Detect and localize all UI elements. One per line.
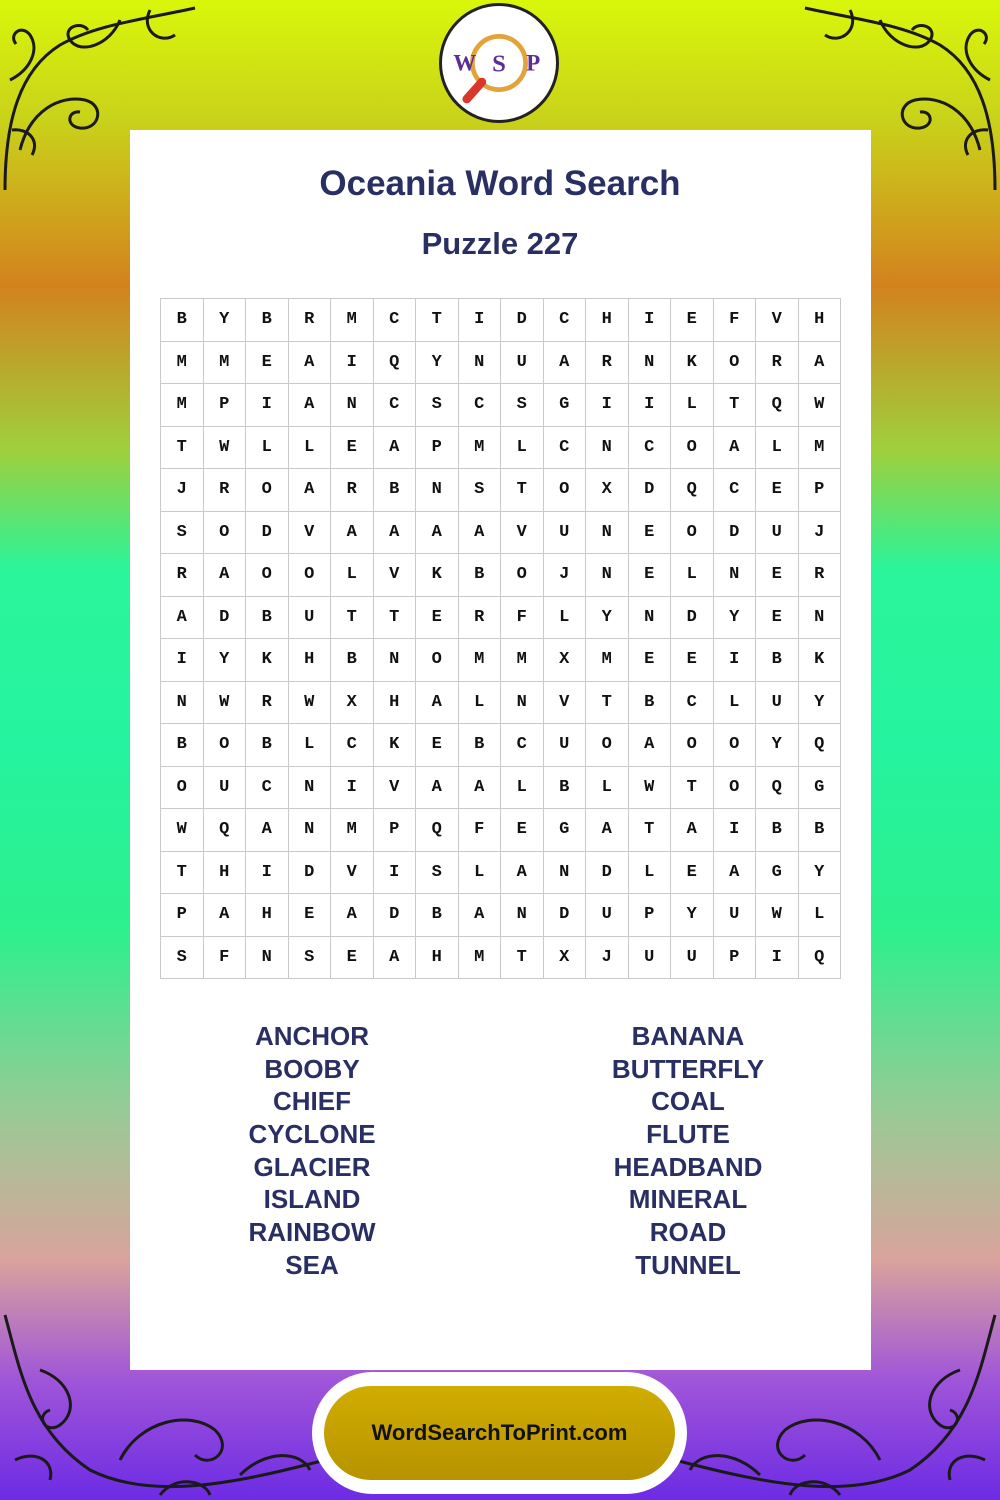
grid-cell[interactable]: E [289, 894, 332, 937]
grid-cell[interactable]: P [161, 894, 204, 937]
grid-cell[interactable]: U [629, 937, 672, 980]
grid-cell[interactable]: M [331, 299, 374, 342]
grid-cell[interactable]: D [289, 852, 332, 895]
grid-cell[interactable]: N [289, 767, 332, 810]
grid-cell[interactable]: B [246, 724, 289, 767]
grid-cell[interactable]: M [501, 639, 544, 682]
grid-cell[interactable]: N [586, 512, 629, 555]
grid-cell[interactable]: A [204, 554, 247, 597]
grid-cell[interactable]: N [799, 597, 842, 640]
grid-cell[interactable]: R [289, 299, 332, 342]
grid-cell[interactable]: C [629, 427, 672, 470]
footer-pill [312, 1372, 687, 1494]
grid-cell[interactable]: A [799, 342, 842, 385]
word-item: FLUTE [646, 1119, 730, 1150]
grid-cell[interactable]: N [246, 937, 289, 980]
grid-cell[interactable]: C [459, 384, 502, 427]
grid-cell[interactable]: J [161, 469, 204, 512]
grid-cell[interactable]: L [289, 724, 332, 767]
grid-cell[interactable]: R [459, 597, 502, 640]
grid-cell[interactable]: O [204, 724, 247, 767]
word-item: RAINBOW [248, 1217, 376, 1248]
grid-cell[interactable]: U [756, 512, 799, 555]
grid-cell[interactable]: O [289, 554, 332, 597]
grid-cell[interactable]: L [671, 384, 714, 427]
grid-cell[interactable]: C [671, 682, 714, 725]
grid-cell[interactable]: I [629, 384, 672, 427]
grid-cell[interactable]: U [544, 724, 587, 767]
logo-letter-w: W [453, 50, 477, 76]
grid-cell[interactable]: F [459, 809, 502, 852]
grid-cell[interactable]: X [544, 639, 587, 682]
grid-cell[interactable]: S [501, 384, 544, 427]
grid-cell[interactable]: E [629, 554, 672, 597]
grid-cell[interactable]: I [459, 299, 502, 342]
grid-cell[interactable]: R [756, 342, 799, 385]
grid-cell[interactable]: H [204, 852, 247, 895]
grid-cell[interactable]: U [204, 767, 247, 810]
grid-cell[interactable]: A [161, 597, 204, 640]
grid-cell[interactable]: V [331, 852, 374, 895]
grid-cell[interactable]: N [501, 682, 544, 725]
grid-cell[interactable]: Q [756, 384, 799, 427]
grid-cell[interactable]: O [204, 512, 247, 555]
grid-cell[interactable]: N [629, 342, 672, 385]
grid-cell[interactable]: A [246, 809, 289, 852]
grid-cell[interactable]: C [246, 767, 289, 810]
grid-cell[interactable]: W [756, 894, 799, 937]
word-item: BUTTERFLY [611, 1053, 765, 1084]
grid-cell[interactable]: H [799, 299, 842, 342]
grid-cell[interactable]: I [629, 299, 672, 342]
word-list-left [112, 1020, 512, 1282]
grid-cell[interactable]: O [586, 724, 629, 767]
grid-cell[interactable]: G [756, 852, 799, 895]
grid-cell[interactable]: B [246, 299, 289, 342]
word-list-right [488, 1020, 888, 1282]
grid-cell[interactable]: A [331, 512, 374, 555]
grid-cell[interactable]: N [586, 554, 629, 597]
grid-cell[interactable]: J [586, 937, 629, 980]
grid-cell[interactable]: N [459, 342, 502, 385]
grid-cell[interactable]: T [501, 469, 544, 512]
grid-cell[interactable]: A [459, 767, 502, 810]
grid-cell[interactable]: L [459, 852, 502, 895]
grid-cell[interactable]: W [161, 809, 204, 852]
grid-cell[interactable]: E [756, 597, 799, 640]
grid-cell[interactable]: M [161, 342, 204, 385]
grid-cell[interactable]: A [416, 682, 459, 725]
word-item: HEADBAND [613, 1151, 763, 1182]
grid-cell[interactable]: N [416, 469, 459, 512]
grid-cell[interactable]: M [459, 639, 502, 682]
word-item: BANANA [631, 1021, 745, 1051]
grid-cell[interactable]: B [459, 724, 502, 767]
grid-cell[interactable]: V [374, 767, 417, 810]
wsp-logo [439, 3, 559, 123]
grid-cell[interactable]: T [501, 937, 544, 980]
grid-cell[interactable]: I [714, 639, 757, 682]
grid-cell[interactable]: O [671, 512, 714, 555]
grid-cell[interactable]: P [629, 894, 672, 937]
grid-cell[interactable]: L [331, 554, 374, 597]
grid-cell[interactable]: I [586, 384, 629, 427]
grid-cell[interactable]: B [756, 639, 799, 682]
grid-cell[interactable]: A [459, 512, 502, 555]
grid-cell[interactable]: H [289, 639, 332, 682]
grid-cell[interactable]: E [629, 639, 672, 682]
grid-cell[interactable]: T [714, 384, 757, 427]
grid-cell[interactable]: I [246, 384, 289, 427]
grid-cell[interactable]: Y [756, 724, 799, 767]
grid-cell[interactable]: I [331, 342, 374, 385]
grid-cell[interactable]: E [331, 427, 374, 470]
grid-cell[interactable]: O [416, 639, 459, 682]
grid-cell[interactable]: D [671, 597, 714, 640]
grid-cell[interactable]: P [416, 427, 459, 470]
grid-cell[interactable]: U [501, 342, 544, 385]
grid-cell[interactable]: E [331, 937, 374, 980]
grid-cell[interactable]: K [799, 639, 842, 682]
grid-cell[interactable]: R [586, 342, 629, 385]
grid-cell[interactable]: Q [756, 767, 799, 810]
grid-cell[interactable]: A [416, 767, 459, 810]
grid-cell[interactable]: K [416, 554, 459, 597]
grid-cell[interactable]: N [544, 852, 587, 895]
grid-cell[interactable]: R [246, 682, 289, 725]
grid-cell[interactable]: B [756, 809, 799, 852]
grid-cell[interactable]: A [331, 894, 374, 937]
grid-cell[interactable]: V [756, 299, 799, 342]
grid-cell[interactable]: U [544, 512, 587, 555]
word-item: ANCHOR [254, 1021, 370, 1051]
grid-cell[interactable]: E [629, 512, 672, 555]
grid-cell[interactable]: T [161, 427, 204, 470]
grid-cell[interactable]: F [204, 937, 247, 980]
grid-cell[interactable]: V [501, 512, 544, 555]
grid-cell[interactable]: X [586, 469, 629, 512]
grid-cell[interactable]: T [416, 299, 459, 342]
grid-cell[interactable]: L [501, 427, 544, 470]
grid-cell[interactable]: C [544, 427, 587, 470]
grid-cell[interactable]: A [416, 512, 459, 555]
grid-cell[interactable]: W [204, 427, 247, 470]
grid-cell[interactable]: W [629, 767, 672, 810]
logo-letter-p: P [526, 50, 541, 76]
word-item: ROAD [649, 1217, 727, 1248]
grid-cell[interactable]: A [671, 809, 714, 852]
grid-cell[interactable]: A [714, 427, 757, 470]
puzzle-title: Oceania Word Search [319, 164, 681, 203]
grid-cell[interactable]: T [629, 809, 672, 852]
grid-cell[interactable]: D [246, 512, 289, 555]
grid-cell[interactable]: M [331, 809, 374, 852]
grid-cell[interactable]: H [374, 682, 417, 725]
grid-cell[interactable]: O [714, 724, 757, 767]
grid-cell[interactable]: B [331, 639, 374, 682]
grid-cell[interactable]: N [161, 682, 204, 725]
grid-cell[interactable]: L [459, 682, 502, 725]
grid-cell[interactable]: U [671, 937, 714, 980]
grid-cell[interactable]: P [204, 384, 247, 427]
word-item: ISLAND [263, 1184, 361, 1215]
grid-cell[interactable]: C [714, 469, 757, 512]
grid-cell[interactable]: M [161, 384, 204, 427]
grid-cell[interactable]: C [331, 724, 374, 767]
grid-cell[interactable]: V [374, 554, 417, 597]
grid-cell[interactable]: D [204, 597, 247, 640]
grid-cell[interactable]: W [204, 682, 247, 725]
grid-cell[interactable]: L [714, 682, 757, 725]
grid-cell[interactable]: A [374, 937, 417, 980]
grid-cell[interactable]: Q [416, 809, 459, 852]
logo-letter-s: S [492, 50, 506, 78]
grid-cell[interactable]: Y [586, 597, 629, 640]
grid-cell[interactable]: C [544, 299, 587, 342]
grid-cell[interactable]: Q [799, 724, 842, 767]
grid-cell[interactable]: I [756, 937, 799, 980]
grid-cell[interactable]: A [374, 512, 417, 555]
grid-cell[interactable]: B [416, 894, 459, 937]
grid-cell[interactable]: C [501, 724, 544, 767]
grid-cell[interactable]: U [756, 682, 799, 725]
grid-cell[interactable]: G [799, 767, 842, 810]
grid-cell[interactable]: N [714, 554, 757, 597]
grid-cell[interactable]: Q [671, 469, 714, 512]
grid-cell[interactable]: T [161, 852, 204, 895]
grid-cell[interactable]: A [544, 342, 587, 385]
grid-cell[interactable]: N [374, 639, 417, 682]
grid-cell[interactable]: O [544, 469, 587, 512]
website-link-button[interactable]: WordSearchToPrint.com [324, 1386, 675, 1480]
grid-cell[interactable]: E [756, 554, 799, 597]
word-item: SEA [285, 1249, 339, 1280]
grid-cell[interactable]: E [416, 597, 459, 640]
grid-cell[interactable]: G [544, 809, 587, 852]
word-item: TUNNEL [635, 1249, 741, 1280]
grid-cell[interactable]: L [246, 427, 289, 470]
grid-cell[interactable]: D [501, 299, 544, 342]
grid-cell[interactable]: A [629, 724, 672, 767]
grid-cell[interactable]: N [289, 809, 332, 852]
grid-cell[interactable]: I [161, 639, 204, 682]
grid-cell[interactable]: B [161, 299, 204, 342]
grid-cell[interactable]: X [331, 682, 374, 725]
grid-cell[interactable]: E [756, 469, 799, 512]
grid-cell[interactable]: H [586, 299, 629, 342]
word-item: MINERAL [628, 1184, 748, 1215]
grid-cell[interactable]: W [289, 682, 332, 725]
grid-cell[interactable]: O [161, 767, 204, 810]
grid-cell[interactable]: G [544, 384, 587, 427]
word-item: CHIEF [273, 1086, 351, 1117]
grid-cell[interactable]: R [161, 554, 204, 597]
grid-cell[interactable]: E [671, 852, 714, 895]
grid-cell[interactable]: K [374, 724, 417, 767]
grid-cell[interactable]: A [289, 469, 332, 512]
grid-cell[interactable]: O [246, 469, 289, 512]
grid-cell[interactable]: Y [204, 299, 247, 342]
grid-cell[interactable]: R [331, 469, 374, 512]
letter-grid [160, 298, 841, 979]
grid-cell[interactable]: T [586, 682, 629, 725]
grid-cell[interactable]: B [374, 469, 417, 512]
grid-cell[interactable]: L [544, 597, 587, 640]
grid-cell[interactable]: D [629, 469, 672, 512]
grid-cell[interactable]: A [289, 384, 332, 427]
grid-cell[interactable]: L [799, 894, 842, 937]
grid-cell[interactable]: V [289, 512, 332, 555]
grid-cell[interactable]: L [629, 852, 672, 895]
grid-cell[interactable]: K [671, 342, 714, 385]
word-item: COAL [651, 1086, 725, 1117]
word-item: BOOBY [264, 1053, 360, 1084]
grid-cell[interactable]: D [714, 512, 757, 555]
grid-cell[interactable]: L [586, 767, 629, 810]
grid-cell[interactable]: O [714, 342, 757, 385]
word-item: GLACIER [253, 1151, 371, 1182]
grid-cell[interactable]: O [671, 724, 714, 767]
grid-cell[interactable]: B [799, 809, 842, 852]
grid-cell[interactable]: A [374, 427, 417, 470]
grid-cell[interactable]: E [501, 809, 544, 852]
grid-cell[interactable]: A [289, 342, 332, 385]
grid-cell[interactable]: A [459, 894, 502, 937]
grid-cell[interactable]: E [246, 342, 289, 385]
grid-cell[interactable]: A [714, 852, 757, 895]
grid-cell[interactable]: B [161, 724, 204, 767]
grid-cell[interactable]: S [416, 852, 459, 895]
grid-cell[interactable]: F [714, 299, 757, 342]
grid-cell[interactable]: Q [374, 342, 417, 385]
grid-cell[interactable]: V [544, 682, 587, 725]
grid-cell[interactable]: I [374, 852, 417, 895]
grid-cell[interactable]: D [544, 894, 587, 937]
grid-cell[interactable]: E [671, 639, 714, 682]
grid-cell[interactable]: Q [204, 809, 247, 852]
grid-cell[interactable]: B [459, 554, 502, 597]
grid-cell[interactable]: D [586, 852, 629, 895]
word-item: CYCLONE [248, 1119, 376, 1150]
grid-cell[interactable]: T [671, 767, 714, 810]
grid-cell[interactable]: Y [416, 342, 459, 385]
grid-cell[interactable]: S [161, 937, 204, 980]
grid-cell[interactable]: B [246, 597, 289, 640]
grid-cell[interactable]: M [459, 937, 502, 980]
grid-cell[interactable]: N [586, 427, 629, 470]
grid-cell[interactable]: N [629, 597, 672, 640]
grid-cell[interactable]: I [246, 852, 289, 895]
grid-cell[interactable]: K [246, 639, 289, 682]
grid-cell[interactable]: O [501, 554, 544, 597]
grid-cell[interactable]: S [289, 937, 332, 980]
grid-cell[interactable]: U [289, 597, 332, 640]
grid-cell[interactable]: P [374, 809, 417, 852]
grid-cell[interactable]: M [204, 342, 247, 385]
grid-cell[interactable]: P [714, 937, 757, 980]
grid-cell[interactable]: I [714, 809, 757, 852]
grid-cell[interactable]: D [374, 894, 417, 937]
grid-cell[interactable]: S [416, 384, 459, 427]
grid-cell[interactable]: E [671, 299, 714, 342]
grid-cell[interactable]: M [586, 639, 629, 682]
grid-cell[interactable]: S [161, 512, 204, 555]
grid-cell[interactable]: Y [799, 682, 842, 725]
grid-cell[interactable]: E [416, 724, 459, 767]
grid-cell[interactable]: X [544, 937, 587, 980]
grid-cell[interactable]: O [246, 554, 289, 597]
grid-cell[interactable]: A [501, 852, 544, 895]
grid-cell[interactable]: Y [204, 639, 247, 682]
grid-cell[interactable]: I [331, 767, 374, 810]
grid-cell[interactable]: T [374, 597, 417, 640]
grid-cell[interactable]: O [714, 767, 757, 810]
grid-cell[interactable]: J [544, 554, 587, 597]
grid-cell[interactable]: N [331, 384, 374, 427]
grid-cell[interactable]: R [204, 469, 247, 512]
grid-cell[interactable]: H [246, 894, 289, 937]
grid-cell[interactable]: L [501, 767, 544, 810]
grid-cell[interactable]: A [586, 809, 629, 852]
grid-cell[interactable]: T [331, 597, 374, 640]
grid-cell[interactable]: S [459, 469, 502, 512]
grid-cell[interactable]: M [799, 427, 842, 470]
grid-cell[interactable]: C [374, 384, 417, 427]
grid-cell[interactable]: M [459, 427, 502, 470]
grid-cell[interactable]: L [289, 427, 332, 470]
grid-cell[interactable]: C [374, 299, 417, 342]
grid-cell[interactable]: H [416, 937, 459, 980]
grid-cell[interactable]: R [799, 554, 842, 597]
grid-cell[interactable]: A [204, 894, 247, 937]
puzzle-number: Puzzle 227 [421, 226, 579, 261]
grid-cell[interactable]: N [501, 894, 544, 937]
grid-cell[interactable]: Y [799, 852, 842, 895]
grid-cell[interactable]: Y [671, 894, 714, 937]
grid-cell[interactable]: B [629, 682, 672, 725]
grid-cell[interactable]: L [756, 427, 799, 470]
grid-cell[interactable]: Q [799, 937, 842, 980]
grid-cell[interactable]: Y [714, 597, 757, 640]
grid-cell[interactable]: W [799, 384, 842, 427]
grid-cell[interactable]: P [799, 469, 842, 512]
grid-cell[interactable]: U [586, 894, 629, 937]
grid-cell[interactable]: J [799, 512, 842, 555]
grid-cell[interactable]: L [671, 554, 714, 597]
grid-cell[interactable]: B [544, 767, 587, 810]
grid-cell[interactable]: U [714, 894, 757, 937]
grid-cell[interactable]: O [671, 427, 714, 470]
grid-cell[interactable]: F [501, 597, 544, 640]
